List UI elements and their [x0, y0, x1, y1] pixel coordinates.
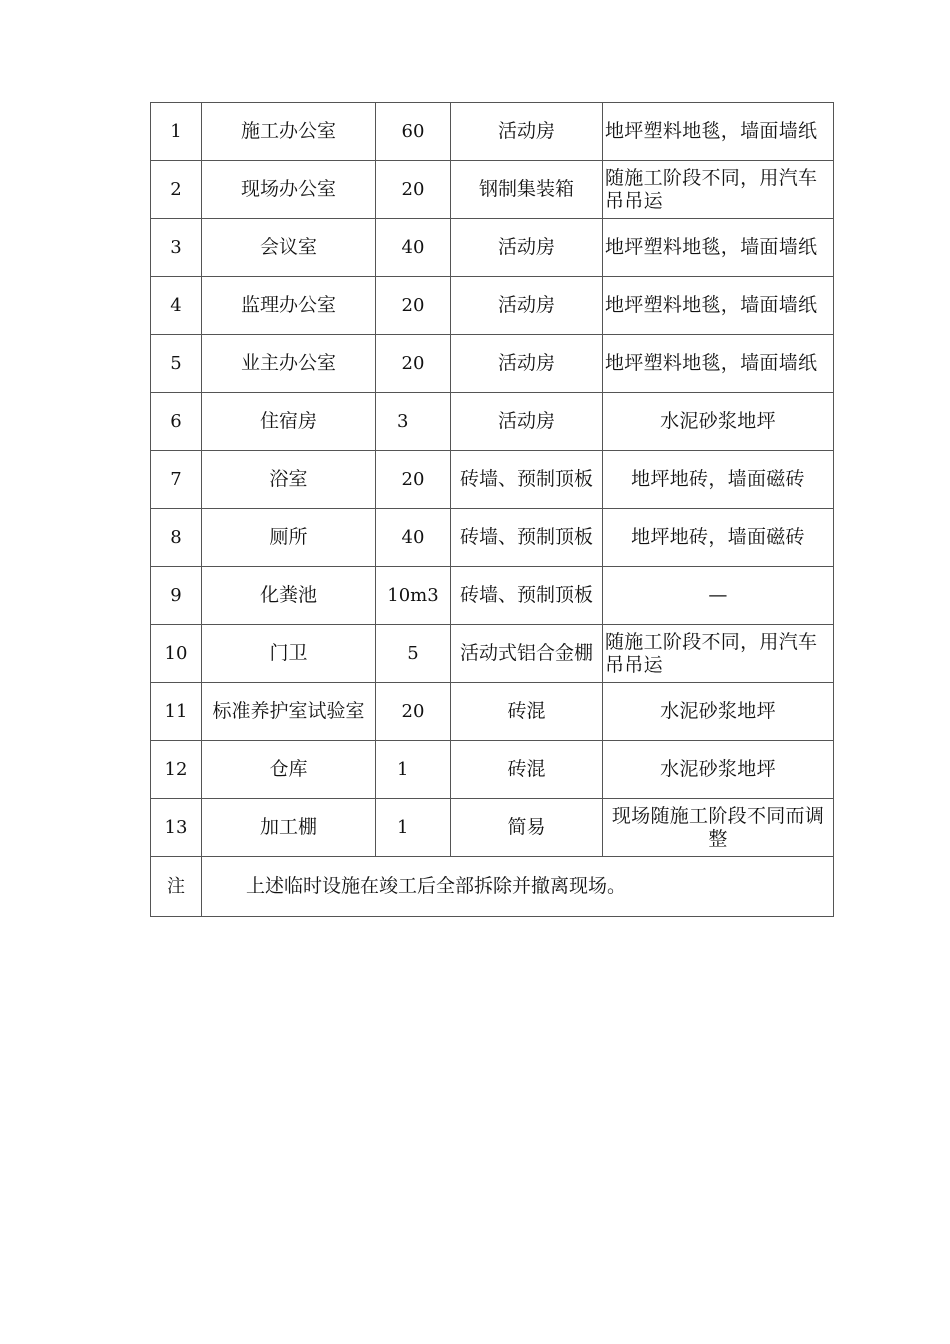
row-number: 8: [151, 509, 202, 567]
row-number: 6: [151, 393, 202, 451]
facility-area: 20: [376, 277, 451, 335]
facility-remark: 随施工阶段不同，用汽车吊吊运: [603, 161, 834, 219]
facility-structure: 砖墙、预制顶板: [451, 567, 603, 625]
facilities-table: [150, 102, 834, 917]
facility-remark: 地坪塑料地毯，墙面墙纸: [603, 277, 834, 335]
note-row: [151, 857, 834, 917]
facility-name: 浴室: [202, 451, 376, 509]
facility-area: 40: [376, 219, 451, 277]
facility-name: 门卫: [202, 625, 376, 683]
facility-name: 厕所: [202, 509, 376, 567]
facility-name: 标准养护室试验室: [202, 683, 376, 741]
facility-area: 60: [376, 103, 451, 161]
facility-area: 5: [376, 625, 451, 683]
facility-remark: 地坪地砖，墙面磁砖: [603, 509, 834, 567]
facility-remark: 水泥砂浆地坪: [603, 683, 834, 741]
facility-area: 40: [376, 509, 451, 567]
table-row: [151, 799, 834, 857]
facility-name: 加工棚: [202, 799, 376, 857]
table-row: [151, 219, 834, 277]
facility-structure: 活动房: [451, 393, 603, 451]
facility-remark: 地坪塑料地毯，墙面墙纸: [603, 103, 834, 161]
facility-structure: 砖墙、预制顶板: [451, 451, 603, 509]
facility-remark: 水泥砂浆地坪: [603, 741, 834, 799]
facility-remark: 地坪地砖，墙面磁砖: [603, 451, 834, 509]
facility-structure: 砖混: [451, 683, 603, 741]
table-row: [151, 625, 834, 683]
table-row: [151, 451, 834, 509]
note-text: 上述临时设施在竣工后全部拆除并撤离现场。: [202, 857, 834, 917]
row-number: 9: [151, 567, 202, 625]
row-number: 5: [151, 335, 202, 393]
facility-name: 会议室: [202, 219, 376, 277]
table-row: [151, 683, 834, 741]
facility-area: 20: [376, 161, 451, 219]
facility-name: 仓库: [202, 741, 376, 799]
row-number: 13: [151, 799, 202, 857]
row-number: 12: [151, 741, 202, 799]
facility-area: 1: [376, 799, 451, 857]
facility-remark: 现场随施工阶段不同而调整: [603, 799, 834, 857]
table-row: [151, 277, 834, 335]
facility-structure: 钢制集装箱: [451, 161, 603, 219]
facility-name: 监理办公室: [202, 277, 376, 335]
facility-remark: 地坪塑料地毯，墙面墙纸: [603, 335, 834, 393]
row-number: 11: [151, 683, 202, 741]
note-label: 注: [151, 857, 202, 917]
row-number: 4: [151, 277, 202, 335]
facility-structure: 活动房: [451, 219, 603, 277]
facility-area: 20: [376, 451, 451, 509]
facility-name: 现场办公室: [202, 161, 376, 219]
row-number: 1: [151, 103, 202, 161]
facility-name: 业主办公室: [202, 335, 376, 393]
facility-structure: 活动房: [451, 103, 603, 161]
facility-area: 20: [376, 683, 451, 741]
facility-area: 1: [376, 741, 451, 799]
table-row: [151, 161, 834, 219]
row-number: 7: [151, 451, 202, 509]
facility-structure: 简易: [451, 799, 603, 857]
row-number: 10: [151, 625, 202, 683]
table-row: [151, 393, 834, 451]
facility-remark: 地坪塑料地毯，墙面墙纸: [603, 219, 834, 277]
facility-structure: 活动房: [451, 277, 603, 335]
facility-name: 施工办公室: [202, 103, 376, 161]
table-row: [151, 509, 834, 567]
table-row: [151, 567, 834, 625]
table-row: [151, 741, 834, 799]
facility-name: 住宿房: [202, 393, 376, 451]
facility-area: 10m3: [376, 567, 451, 625]
facility-remark: 水泥砂浆地坪: [603, 393, 834, 451]
row-number: 2: [151, 161, 202, 219]
facility-structure: 砖墙、预制顶板: [451, 509, 603, 567]
row-number: 3: [151, 219, 202, 277]
facility-area: 3: [376, 393, 451, 451]
facility-structure: 活动式铝合金棚: [451, 625, 603, 683]
facility-remark: 随施工阶段不同，用汽车吊吊运: [603, 625, 834, 683]
facility-remark: —: [603, 567, 834, 625]
table-row: [151, 335, 834, 393]
facility-area: 20: [376, 335, 451, 393]
table-row: [151, 103, 834, 161]
facility-name: 化粪池: [202, 567, 376, 625]
facility-structure: 砖混: [451, 741, 603, 799]
facility-structure: 活动房: [451, 335, 603, 393]
